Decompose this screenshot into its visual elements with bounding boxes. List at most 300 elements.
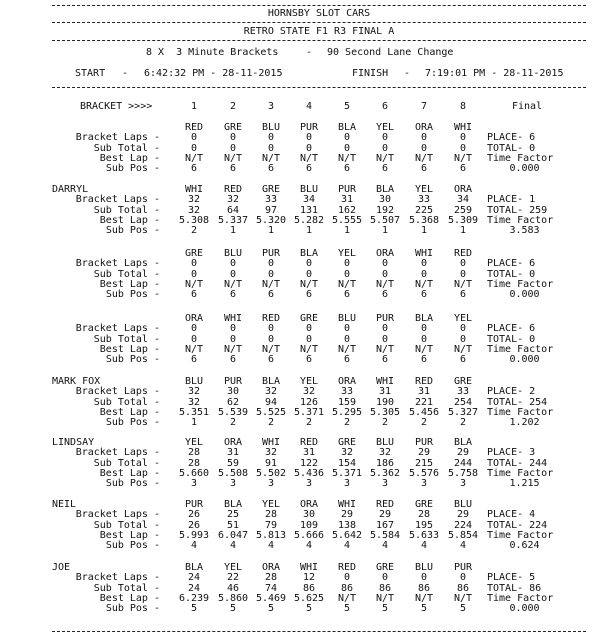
best-lap-value: N/T (299, 152, 319, 164)
lane-colour: PUR (184, 499, 204, 510)
sub-pos-label: Sub Pos - (105, 540, 160, 552)
lane-colour: BLA (414, 313, 434, 324)
best-lap-value: 6.239 (178, 592, 210, 604)
sub-total-value: 74 (264, 582, 278, 594)
lane-colour: BLA (299, 248, 319, 259)
sub-total-value: 159 (337, 396, 357, 408)
best-lap-value: 5.362 (369, 467, 401, 479)
best-lap-value: 5.456 (408, 406, 440, 418)
start-label: START (75, 68, 106, 79)
lane-colour: YEL (375, 122, 395, 133)
sub-pos-value: 6 (305, 289, 313, 301)
final-place: PLACE- 2 (487, 386, 536, 398)
best-lap-value: 5.508 (217, 467, 249, 479)
lane-colour: YEL (414, 184, 434, 195)
lane-colour: WHI (337, 499, 357, 510)
best-lap-value: N/T (337, 152, 357, 164)
sub-total-value: 86 (417, 582, 431, 594)
bracket-laps-label: Bracket Laps - (75, 447, 160, 459)
best-lap-value: 5.758 (447, 467, 479, 479)
sub-pos-value: 6 (305, 354, 313, 366)
sub-pos-label: Sub Pos - (105, 163, 160, 175)
bracket-laps-value: 0 (305, 258, 313, 270)
sub-pos-value: 3 (267, 478, 275, 490)
lane-colour: WHI (453, 122, 473, 133)
best-lap-value: N/T (184, 278, 204, 290)
bracket-laps-value: 24 (187, 572, 201, 584)
rule-3 (52, 87, 586, 88)
best-lap-value: 5.555 (331, 214, 363, 226)
start-separator: - (122, 68, 129, 79)
sub-pos-value: 2 (381, 417, 389, 429)
sub-pos-value: 6 (267, 289, 275, 301)
bottom-rule (52, 631, 586, 632)
bracket-laps-value: 26 (187, 509, 201, 521)
sub-total-value: 131 (299, 204, 319, 216)
best-lap-value: 5.854 (447, 529, 479, 541)
sub-pos-value: 3 (381, 478, 389, 490)
sub-pos-value: 6 (343, 354, 351, 366)
sub-pos-value: 6 (420, 354, 428, 366)
bracket-laps-value: 31 (340, 194, 354, 206)
best-lap-value: 5.371 (293, 406, 325, 418)
sub-total-value: 244 (453, 457, 473, 469)
sub-pos-value: 6 (459, 354, 467, 366)
bracket-laps-value: 0 (381, 323, 389, 335)
bracket-laps-value: 33 (340, 386, 354, 398)
bracket-laps-value: 22 (226, 572, 240, 584)
sub-total-value: 59 (226, 457, 240, 469)
sub-pos-value: 5 (420, 603, 428, 615)
lane-colour: ORA (453, 184, 473, 195)
lane-colour: YEL (299, 376, 319, 387)
best-lap-label: Best Lap - (99, 467, 160, 479)
sub-total-value: 0 (305, 268, 313, 280)
sub-total-value: 0 (381, 333, 389, 345)
lane-colour: BLU (184, 376, 204, 387)
sub-total-value: 79 (264, 519, 278, 531)
sub-pos-value: 6 (229, 354, 237, 366)
bracket-number: 2 (229, 101, 237, 112)
lane-colour: BLU (453, 499, 473, 510)
bracket-laps-value: 0 (381, 572, 389, 584)
bracket-laps-value: 34 (456, 194, 470, 206)
sub-total-value: 0 (190, 333, 198, 345)
bracket-laps-value: 29 (417, 447, 431, 459)
final-total: TOTAL- 244 (487, 457, 548, 469)
sub-pos-value: 4 (343, 540, 351, 552)
best-lap-value: 5.282 (293, 214, 325, 226)
bracket-laps-value: 0 (420, 572, 428, 584)
bracket-laps-value: 0 (459, 258, 467, 270)
lane-colour: BLA (375, 184, 395, 195)
sub-total-value: 86 (378, 582, 392, 594)
bracket-laps-value: 31 (417, 386, 431, 398)
lane-colour: BLA (337, 122, 357, 133)
best-lap-value: N/T (223, 278, 243, 290)
sub-pos-value: 6 (459, 163, 467, 175)
sub-total-value: 259 (453, 204, 473, 216)
bracket-laps-value: 30 (378, 194, 392, 206)
bracket-laps-value: 31 (226, 447, 240, 459)
best-lap-value: N/T (184, 343, 204, 355)
best-lap-value: N/T (453, 343, 473, 355)
bracket-laps-value: 0 (459, 132, 467, 144)
sub-total-value: 0 (459, 333, 467, 345)
sub-pos-value: 2 (229, 417, 237, 429)
finish-separator: - (404, 68, 411, 79)
lane-colour: GRE (184, 248, 204, 259)
best-lap-value: 5.320 (255, 214, 287, 226)
sub-pos-value: 4 (381, 540, 389, 552)
sub-pos-value: 6 (381, 163, 389, 175)
best-lap-value: 5.633 (408, 529, 440, 541)
bracket-laps-value: 0 (420, 132, 428, 144)
final-total: TOTAL- 0 (487, 268, 536, 280)
lane-colour: GRE (223, 122, 243, 133)
lane-colour: BLU (375, 437, 395, 448)
club-title: HORNSBY SLOT CARS (267, 8, 371, 19)
lane-colour: BLU (261, 122, 281, 133)
lane-colour: ORA (261, 562, 281, 573)
sub-total-value: 167 (375, 519, 395, 531)
lane-colour: GRE (299, 313, 319, 324)
sub-pos-value: 4 (267, 540, 275, 552)
time-factor-value: 0.624 (509, 540, 540, 552)
sub-pos-value: 1 (459, 225, 467, 237)
bracket-laps-value: 0 (229, 132, 237, 144)
sub-total-value: 221 (414, 396, 434, 408)
lane-colour: ORA (223, 437, 243, 448)
lane-colour: YEL (453, 313, 473, 324)
sub-total-value: 86 (456, 582, 470, 594)
lane-colour: BLU (299, 184, 319, 195)
driver-name: MARK FOX (52, 376, 101, 387)
lane-colour: ORA (375, 248, 395, 259)
bracket-number: 5 (343, 101, 351, 112)
sub-total-value: 225 (414, 204, 434, 216)
bracket-laps-value: 0 (459, 572, 467, 584)
lane-colour: WHI (414, 248, 434, 259)
lane-colour: RED (375, 499, 395, 510)
final-total: TOTAL- 259 (487, 204, 548, 216)
time-factor-label: Time Factor (487, 343, 554, 355)
lane-colour: WHI (299, 562, 319, 573)
time-factor-value: 0.000 (509, 603, 540, 615)
driver-name: NEIL (52, 499, 77, 510)
sub-total-value: 109 (299, 519, 319, 531)
final-place: PLACE- 6 (487, 258, 536, 270)
bracket-laps-value: 0 (267, 258, 275, 270)
best-lap-value: N/T (261, 343, 281, 355)
sub-pos-value: 6 (420, 163, 428, 175)
best-lap-value: 5.436 (293, 467, 325, 479)
bracket-laps-value: 31 (378, 386, 392, 398)
bracket-laps-label: Bracket Laps - (75, 572, 160, 584)
bracket-laps-value: 0 (343, 323, 351, 335)
start-time: 6:42:32 PM - 28-11-2015 (144, 68, 283, 79)
lane-colour: RED (223, 184, 243, 195)
lane-colour: BLA (223, 499, 243, 510)
sub-total-value: 0 (190, 142, 198, 154)
sub-pos-value: 6 (381, 354, 389, 366)
best-lap-value: N/T (453, 152, 473, 164)
best-lap-value: N/T (414, 592, 434, 604)
sub-total-value: 24 (187, 582, 201, 594)
bracket-laps-value: 0 (229, 323, 237, 335)
lane-colour: RED (453, 248, 473, 259)
bracket-laps-value: 0 (343, 572, 351, 584)
sub-pos-value: 6 (381, 289, 389, 301)
best-lap-value: N/T (299, 278, 319, 290)
best-lap-value: 5.308 (178, 214, 210, 226)
sub-total-value: 0 (267, 333, 275, 345)
sub-pos-label: Sub Pos - (105, 478, 160, 490)
bracket-laps-value: 0 (305, 132, 313, 144)
bracket-laps-value: 32 (378, 447, 392, 459)
best-lap-value: N/T (223, 152, 243, 164)
bracket-laps-value: 32 (264, 386, 278, 398)
sub-total-value: 224 (453, 519, 473, 531)
best-lap-value: 5.666 (293, 529, 325, 541)
sub-total-value: 51 (226, 519, 240, 531)
sub-pos-value: 5 (190, 603, 198, 615)
sub-pos-value: 6 (343, 289, 351, 301)
best-lap-value: N/T (375, 592, 395, 604)
sub-total-value: 62 (226, 396, 240, 408)
best-lap-value: 5.860 (217, 592, 249, 604)
best-lap-value: 5.507 (369, 214, 401, 226)
sub-pos-value: 5 (229, 603, 237, 615)
lane-colour: YEL (184, 437, 204, 448)
bracket-laps-value: 0 (190, 323, 198, 335)
sub-total-label: Sub Total - (93, 333, 160, 345)
bracket-laps-value: 32 (302, 386, 316, 398)
sub-total-value: 0 (381, 268, 389, 280)
final-place: PLACE- 3 (487, 447, 536, 459)
best-lap-value: 5.576 (408, 467, 440, 479)
sub-total-value: 46 (226, 582, 240, 594)
sub-total-value: 138 (337, 519, 357, 531)
sub-pos-value: 6 (190, 163, 198, 175)
lane-colour: GRE (261, 184, 281, 195)
sub-total-value: 0 (343, 142, 351, 154)
bracket-number: 8 (459, 101, 467, 112)
sub-pos-value: 6 (190, 289, 198, 301)
sub-total-value: 0 (459, 142, 467, 154)
sub-pos-value: 5 (343, 603, 351, 615)
bracket-laps-value: 32 (264, 447, 278, 459)
final-place: PLACE- 1 (487, 194, 536, 206)
bracket-laps-value: 0 (420, 258, 428, 270)
bracket-laps-value: 32 (187, 386, 201, 398)
best-lap-value: N/T (414, 152, 434, 164)
best-lap-value: 5.993 (178, 529, 210, 541)
sub-total-value: 0 (420, 333, 428, 345)
best-lap-value: 5.813 (255, 529, 287, 541)
bracket-laps-value: 28 (417, 509, 431, 521)
sub-pos-value: 2 (190, 225, 198, 237)
sub-pos-value: 6 (305, 163, 313, 175)
lane-colour: ORA (299, 499, 319, 510)
best-lap-value: N/T (453, 592, 473, 604)
sub-pos-value: 3 (420, 478, 428, 490)
sub-pos-value: 4 (420, 540, 428, 552)
best-lap-value: N/T (261, 278, 281, 290)
bracket-laps-value: 12 (302, 572, 316, 584)
lane-colour: ORA (184, 313, 204, 324)
sub-total-value: 86 (340, 582, 354, 594)
sub-total-label: Sub Total - (93, 519, 160, 531)
bracket-laps-label: Bracket Laps - (75, 194, 160, 206)
best-lap-value: 5.305 (369, 406, 401, 418)
event-title: RETRO STATE F1 R3 FINAL A (243, 26, 395, 37)
final-total: TOTAL- 224 (487, 519, 548, 531)
sub-total-value: 215 (414, 457, 434, 469)
sub-total-label: Sub Total - (93, 204, 160, 216)
best-lap-label: Best Lap - (99, 214, 160, 226)
sub-total-value: 254 (453, 396, 473, 408)
sub-pos-value: 6 (459, 289, 467, 301)
lane-colour: BLA (184, 562, 204, 573)
bracket-laps-value: 29 (378, 509, 392, 521)
best-lap-value: N/T (223, 343, 243, 355)
lane-colour: PUR (453, 562, 473, 573)
sub-total-value: 0 (459, 268, 467, 280)
finish-time: 7:19:01 PM - 28-11-2015 (425, 68, 564, 79)
sub-pos-value: 5 (381, 603, 389, 615)
bracket-laps-value: 0 (305, 323, 313, 335)
time-factor-label: Time Factor (487, 278, 554, 290)
bracket-laps-value: 0 (190, 132, 198, 144)
sub-pos-value: 4 (305, 540, 313, 552)
sub-pos-value: 3 (459, 478, 467, 490)
sub-total-label: Sub Total - (93, 142, 160, 154)
sub-total-value: 28 (187, 457, 201, 469)
bracket-laps-value: 30 (226, 386, 240, 398)
lane-colour: GRE (375, 562, 395, 573)
best-lap-value: N/T (375, 278, 395, 290)
final-place: PLACE- 4 (487, 509, 536, 521)
sub-pos-value: 4 (459, 540, 467, 552)
finish-label: FINISH (352, 68, 389, 79)
best-lap-value: N/T (337, 592, 357, 604)
bracket-laps-value: 0 (343, 132, 351, 144)
bracket-laps-value: 33 (417, 194, 431, 206)
time-factor-label: Time Factor (487, 406, 554, 418)
best-lap-value: 5.295 (331, 406, 363, 418)
bracket-laps-value: 32 (340, 447, 354, 459)
best-lap-value: 5.309 (447, 214, 479, 226)
sub-total-value: 0 (305, 333, 313, 345)
lane-colour: GRE (453, 376, 473, 387)
lane-colour: BLU (337, 313, 357, 324)
sub-total-value: 122 (299, 457, 319, 469)
bracket-laps-value: 29 (456, 509, 470, 521)
sub-total-value: 190 (375, 396, 395, 408)
best-lap-label: Best Lap - (99, 152, 160, 164)
time-factor-value: 0.000 (509, 354, 540, 366)
sub-total-value: 26 (187, 519, 201, 531)
sub-total-label: Sub Total - (93, 396, 160, 408)
sub-pos-label: Sub Pos - (105, 417, 160, 429)
bracket-laps-value: 0 (381, 258, 389, 270)
lane-colour: PUR (414, 437, 434, 448)
top-rule (52, 5, 586, 6)
lane-colour: ORA (337, 376, 357, 387)
bracket-number: 6 (381, 101, 389, 112)
best-lap-value: N/T (375, 152, 395, 164)
final-place: PLACE- 5 (487, 572, 536, 584)
best-lap-value: N/T (337, 343, 357, 355)
bracket-laps-label: Bracket Laps - (75, 132, 160, 144)
bracket-laps-value: 28 (264, 572, 278, 584)
sub-pos-value: 1 (190, 417, 198, 429)
sub-pos-value: 1 (420, 225, 428, 237)
best-lap-value: 5.584 (369, 529, 401, 541)
best-lap-value: 5.371 (331, 467, 363, 479)
lane-colour: PUR (337, 184, 357, 195)
bracket-laps-value: 0 (459, 323, 467, 335)
best-lap-value: N/T (337, 278, 357, 290)
best-lap-value: 5.351 (178, 406, 210, 418)
best-lap-label: Best Lap - (99, 406, 160, 418)
sub-pos-label: Sub Pos - (105, 354, 160, 366)
sub-pos-label: Sub Pos - (105, 603, 160, 615)
final-total: TOTAL- 86 (487, 582, 542, 594)
sub-pos-value: 2 (343, 417, 351, 429)
bracket-header-label: BRACKET >>>> (80, 101, 153, 112)
lane-colour: PUR (375, 313, 395, 324)
best-lap-value: 5.327 (447, 406, 479, 418)
final-place: PLACE- 6 (487, 132, 536, 144)
bracket-laps-value: 31 (302, 447, 316, 459)
sub-pos-value: 6 (420, 289, 428, 301)
best-lap-value: 5.502 (255, 467, 287, 479)
sub-pos-value: 3 (305, 478, 313, 490)
sub-total-value: 32 (187, 204, 201, 216)
bracket-laps-value: 0 (190, 258, 198, 270)
final-header: Final (512, 101, 543, 112)
sub-total-value: 86 (302, 582, 316, 594)
bracket-number: 1 (190, 101, 198, 112)
sub-pos-value: 2 (420, 417, 428, 429)
sub-total-value: 0 (190, 268, 198, 280)
best-lap-value: N/T (414, 343, 434, 355)
sub-pos-value: 6 (229, 289, 237, 301)
sub-total-label: Sub Total - (93, 582, 160, 594)
bracket-laps-value: 30 (302, 509, 316, 521)
sub-pos-value: 1 (381, 225, 389, 237)
lane-colour: WHI (375, 376, 395, 387)
bracket-laps-value: 29 (456, 447, 470, 459)
final-total: TOTAL- 254 (487, 396, 548, 408)
lane-colour: ORA (414, 122, 434, 133)
bracket-number: 4 (305, 101, 313, 112)
format-brackets: 8 X 3 Minute Brackets (146, 47, 279, 58)
sub-pos-label: Sub Pos - (105, 289, 160, 301)
sub-total-value: 94 (264, 396, 278, 408)
sub-total-label: Sub Total - (93, 268, 160, 280)
sub-pos-value: 5 (459, 603, 467, 615)
sub-pos-value: 6 (267, 354, 275, 366)
sub-total-value: 0 (420, 142, 428, 154)
rule-2 (52, 40, 586, 41)
bracket-number: 7 (420, 101, 428, 112)
best-lap-value: N/T (299, 343, 319, 355)
bracket-laps-value: 28 (187, 447, 201, 459)
sub-total-value: 0 (267, 142, 275, 154)
